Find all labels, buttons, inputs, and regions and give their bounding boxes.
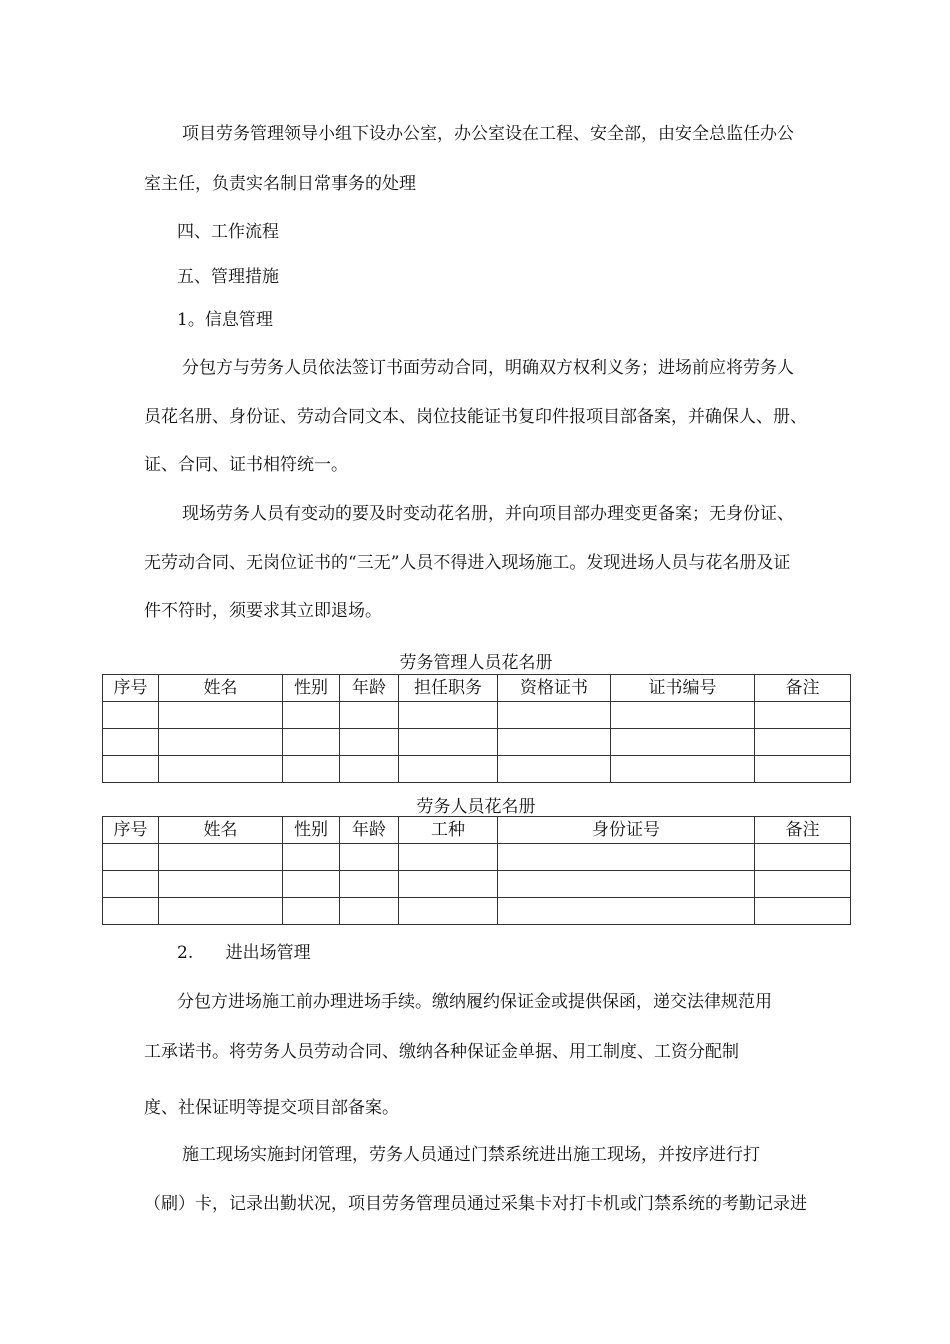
subsection-heading: 2. 进出场管理 bbox=[177, 943, 311, 963]
column-header: 身份证号 bbox=[498, 817, 755, 844]
column-header: 年龄 bbox=[340, 817, 399, 844]
paragraph-line: 员花名册、身份证、劳动合同文本、岗位技能证书复印件报项目部备案，并确保人、册、 bbox=[144, 407, 807, 427]
column-header: 序号 bbox=[103, 817, 159, 844]
table-cell bbox=[498, 702, 611, 729]
table-cell bbox=[103, 729, 159, 756]
section-heading: 四、工作流程 bbox=[177, 222, 279, 242]
table-cell bbox=[611, 702, 755, 729]
labor-roster-table bbox=[102, 816, 851, 925]
paragraph-line: 施工现场实施封闭管理，劳务人员通过门禁系统进出施工现场，并按序进行打 bbox=[182, 1145, 760, 1165]
table-cell bbox=[103, 898, 159, 925]
table-cell bbox=[498, 898, 755, 925]
table-cell bbox=[755, 844, 851, 871]
table-row bbox=[103, 702, 851, 729]
paragraph-line: 件不符时，须要求其立即退场。 bbox=[144, 601, 382, 621]
table-cell bbox=[399, 844, 498, 871]
table-caption: 劳务管理人员花名册 bbox=[399, 653, 553, 673]
table-cell bbox=[159, 729, 283, 756]
paragraph-line: 室主任，负责实名制日常事务的处理 bbox=[144, 174, 416, 194]
table-cell bbox=[103, 871, 159, 898]
table-cell bbox=[159, 844, 283, 871]
subsection-heading: 1。信息管理 bbox=[177, 310, 273, 330]
table-header-row bbox=[103, 675, 851, 702]
paragraph-line: 分包方与劳务人员依法签订书面劳动合同，明确双方权利义务；进场前应将劳务人 bbox=[182, 358, 794, 378]
table-cell bbox=[498, 844, 755, 871]
column-header: 证书编号 bbox=[611, 675, 755, 702]
table-cell bbox=[283, 898, 340, 925]
column-header: 年龄 bbox=[340, 675, 399, 702]
paragraph-line: 工承诺书。将劳务人员劳动合同、缴纳各种保证金单据、用工制度、工资分配制 bbox=[144, 1042, 739, 1062]
column-header: 性别 bbox=[283, 817, 340, 844]
table-cell bbox=[283, 756, 340, 783]
table-cell bbox=[755, 756, 851, 783]
table-cell bbox=[340, 702, 399, 729]
table-cell bbox=[755, 871, 851, 898]
paragraph-line: 度、社保证明等提交项目部备案。 bbox=[144, 1098, 399, 1118]
table-cell bbox=[340, 844, 399, 871]
column-header: 备注 bbox=[755, 817, 851, 844]
table-cell bbox=[498, 729, 611, 756]
table-cell bbox=[399, 898, 498, 925]
table-cell bbox=[283, 702, 340, 729]
table-cell bbox=[498, 871, 755, 898]
paragraph-line: 无劳动合同、无岗位证书的“三无”人员不得进入现场施工。发现进场人员与花名册及证 bbox=[144, 553, 791, 573]
table-row bbox=[103, 844, 851, 871]
table-cell bbox=[399, 871, 498, 898]
table-cell bbox=[159, 871, 283, 898]
paragraph-line: 分包方进场施工前办理进场手续。缴纳履约保证金或提供保函，递交法律规范用 bbox=[177, 992, 772, 1012]
table-caption: 劳务人员花名册 bbox=[416, 797, 536, 817]
table-cell bbox=[399, 729, 498, 756]
table-cell bbox=[498, 756, 611, 783]
table-cell bbox=[399, 702, 498, 729]
paragraph-line: 证、合同、证书相符统一。 bbox=[144, 455, 348, 475]
paragraph-line: 项目劳务管理领导小组下设办公室，办公室设在工程、安全部，由安全总监任办公 bbox=[182, 124, 794, 144]
management-staff-roster-table bbox=[102, 674, 851, 783]
table-cell bbox=[340, 729, 399, 756]
column-header: 姓名 bbox=[159, 675, 283, 702]
column-header: 性别 bbox=[283, 675, 340, 702]
table-cell bbox=[755, 729, 851, 756]
paragraph-line: 现场劳务人员有变动的要及时变动花名册，并向项目部办理变更备案；无身份证、 bbox=[182, 504, 794, 524]
column-header: 备注 bbox=[755, 675, 851, 702]
table-cell bbox=[159, 756, 283, 783]
table-cell bbox=[103, 844, 159, 871]
table-cell bbox=[611, 729, 755, 756]
table-cell bbox=[755, 702, 851, 729]
paragraph-line: （刷）卡，记录出勤状况，项目劳务管理员通过采集卡对打卡机或门禁系统的考勤记录进 bbox=[144, 1194, 807, 1214]
table-row bbox=[103, 756, 851, 783]
table-cell bbox=[340, 871, 399, 898]
table-row bbox=[103, 871, 851, 898]
table-cell bbox=[340, 756, 399, 783]
table-cell bbox=[755, 898, 851, 925]
table-cell bbox=[159, 898, 283, 925]
column-header: 资格证书 bbox=[498, 675, 611, 702]
table-cell bbox=[283, 844, 340, 871]
section-heading: 五、管理措施 bbox=[177, 267, 279, 287]
table-cell bbox=[399, 756, 498, 783]
table-row bbox=[103, 898, 851, 925]
table-header-row bbox=[103, 817, 851, 844]
column-header: 担任职务 bbox=[399, 675, 498, 702]
table-row bbox=[103, 729, 851, 756]
column-header: 姓名 bbox=[159, 817, 283, 844]
table-cell bbox=[103, 756, 159, 783]
table-cell bbox=[283, 871, 340, 898]
table-cell bbox=[611, 756, 755, 783]
column-header: 工种 bbox=[399, 817, 498, 844]
column-header: 序号 bbox=[103, 675, 159, 702]
table-cell bbox=[283, 729, 340, 756]
table-cell bbox=[340, 898, 399, 925]
table-cell bbox=[103, 702, 159, 729]
table-cell bbox=[159, 702, 283, 729]
